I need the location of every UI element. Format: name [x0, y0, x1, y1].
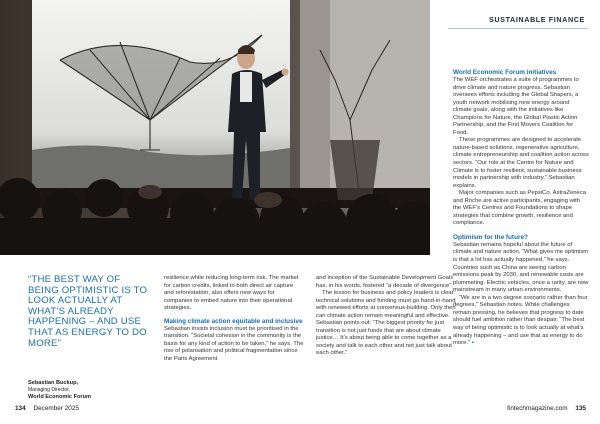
paragraph-text: “We are in a two degree scenario rather than four degrees,” Sebastian notes. While challenges remain pressing, he believes that progress to date should fuel ambition rather than despair. “The best way of being optimistic is to look actually at what’s already happening – and use that as energy to do more.” [453, 294, 588, 347]
paragraph: Sebastian insists inclusion must be prioritised in the transition. “Societal cohesion in the community is the basis for any kind of action to be taken,” he says. The rise of polarisation and political fragmentation since the Paris Agreement [164, 325, 304, 362]
pull-quote: “THE BEST WAY OF BEING OPTIMISTIC IS TO LOOK ACTUALLY AT WHAT’S ALREADY HAPPENING – AND USE THAT AS ENERGY TO DO MORE” [28, 274, 148, 349]
quote-author-name: Sebastian Buckup, [28, 380, 79, 386]
paragraph [453, 295, 589, 348]
paragraph: These programmes are designed to accelerate nature-based solutions, regenerative agriculture, climate entrepreneurship and coalition action across sectors. “Our role at the Centre for Nature and Climate is to foster resilient, sustainable business models in partnership with industry,” Sebastian explains. [453, 137, 589, 189]
subheading-optimism: Optimism for the future? [453, 233, 528, 241]
subheading-wef-initiatives: World Economic Forum initiatives [453, 69, 557, 76]
quote-author-org: World Economic Forum [28, 393, 91, 400]
paragraph: The WEF orchestrates a suite of programmes to drive climate and nature progress. Sebastian oversees efforts including the Global Shapers, a youth network mobilising new energy around climate goals, along with the initiatives like Champions for Nature, the Global Plastic Action Partnership, and the First Movers Coalition for Food. [453, 77, 579, 136]
paragraph: and inception of the Sustainable Development Goals has, in his words, fostered “a decade of divergence”. [316, 275, 454, 289]
paragraph: Major companies such as PepsiCo, AstraZeneca and Roche are active participants, engaging with the WEF’s Centres and Foundations to shape strategies that combine growth, resilience and compliance. [453, 190, 587, 227]
quote-author-role: Managing Director, [28, 386, 70, 393]
section-divider [448, 28, 588, 29]
paragraph: The lesson for business and policy leaders is clear: technical solutions and funding must go hand-in-hand with renewed efforts at consensus-building. Only then can climate action remain meaningful and effective. Sebastian points out: “The biggest priority for just transition is not just funds that are about climate justice… It’s about being able to come together as a society and talk to each other and not just talk about each other.” [316, 290, 456, 357]
speaker-stage-image [0, 0, 430, 255]
event-photo [0, 0, 430, 255]
right-column [453, 69, 589, 348]
section-label: SUSTAINABLE FINANCE [489, 15, 585, 24]
folio-left [15, 405, 79, 412]
subheading-equitable: Making climate action equitable and inclusive [164, 317, 303, 325]
paragraph: Sebastian remains hopeful about the future of climate and nature action. “What gives me optimism is that a lot has actually happened,” he says. Countries such as China are seeing carbon emissions peak by 2030, and renewable costs are plummeting. Electric vehicles, once a rarity, are now mainstream in many urban environments. [453, 241, 589, 294]
site-url: fintechmagazine.com [507, 405, 568, 412]
quote-attribution [28, 380, 91, 400]
folio-right [507, 405, 586, 412]
page-number-right: 135 [575, 405, 586, 412]
end-mark-icon: ▪ [471, 340, 474, 347]
paragraph: resilience while reducing long-term risk. The market for carbon credits, linked to both direct air capture and reforestation, also offers new ways for companies to embed nature into their operational strategies. [164, 275, 299, 312]
body-column-2 [164, 275, 304, 363]
body-column-3 [316, 275, 456, 358]
page-number-left: 134 [15, 405, 26, 412]
issue-date: December 2025 [33, 405, 79, 412]
